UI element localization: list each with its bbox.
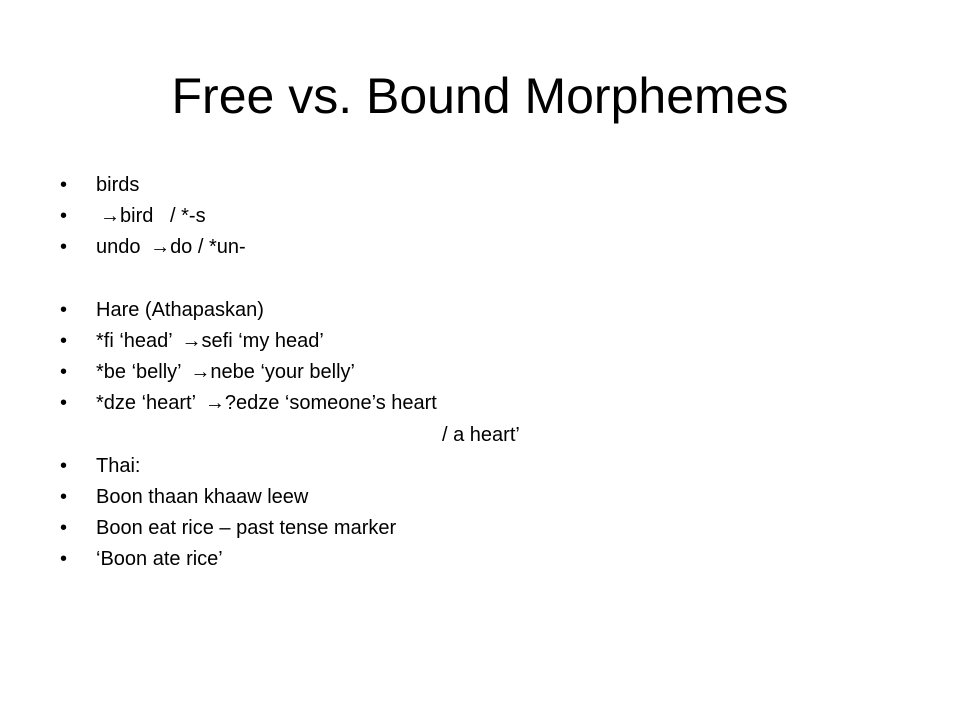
bullet-icon: • (60, 329, 68, 352)
list-item-text (96, 295, 264, 326)
slide-title: Free vs. Bound Morphemes (171, 68, 789, 124)
list-item-continuation (60, 420, 900, 451)
bullet-icon: • (60, 548, 68, 571)
bullet-icon: • (60, 298, 68, 321)
list-item-text (96, 201, 206, 232)
text-before-arrow: ‘Boon ate rice’ (96, 548, 223, 571)
bullet-icon: • (60, 517, 68, 540)
list-item (60, 326, 900, 357)
list-item (60, 232, 900, 263)
list-item (60, 170, 900, 201)
text-before-arrow: birds (96, 174, 140, 196)
text-before-arrow: Hare (Athapaskan) (96, 298, 264, 321)
right-arrow-icon: → (181, 329, 202, 352)
list-item-text (96, 326, 324, 357)
list-item-text (96, 513, 396, 544)
list-item (60, 295, 900, 326)
list-item (60, 388, 900, 419)
bullet-icon: • (60, 392, 68, 415)
list-item-text (96, 451, 140, 482)
bullet-icon: • (60, 205, 68, 228)
text-before-arrow: *be ‘belly’ (96, 361, 187, 384)
bullet-icon: • (60, 236, 68, 259)
text-after-arrow: do / *un- (170, 236, 246, 259)
list-item (60, 544, 900, 575)
right-arrow-icon: → (100, 205, 120, 228)
text-before-arrow: *fi ‘head’ (96, 329, 178, 352)
bullet-icon: • (60, 174, 68, 196)
list-item-text (96, 232, 246, 263)
text-before-arrow: Boon eat rice – past tense marker (96, 517, 397, 540)
list-item-text (96, 170, 139, 201)
right-arrow-icon: → (190, 361, 211, 384)
bullet-icon: • (60, 361, 68, 384)
text-after-arrow: bird / *-s (120, 205, 206, 228)
continuation-text: / a heart’ (442, 423, 520, 446)
text-after-arrow: nebe ‘your belly’ (210, 361, 355, 384)
list-item (60, 513, 900, 544)
text-before-arrow: undo (96, 236, 147, 259)
list-item (60, 357, 900, 388)
bullet-icon: • (60, 485, 68, 508)
text-before-arrow: *dze ‘heart’ (96, 392, 201, 415)
right-arrow-icon: → (204, 392, 225, 415)
list-item (60, 201, 900, 232)
bullet-list (60, 170, 900, 575)
list-item-text (96, 544, 223, 575)
right-arrow-icon: → (150, 236, 171, 259)
list-item-text (96, 357, 355, 388)
text-after-arrow: ?edze ‘someone’s heart (224, 392, 437, 415)
list-item-text (96, 388, 437, 419)
bullet-icon: • (60, 454, 68, 477)
list-spacer (60, 264, 900, 295)
list-item (60, 482, 900, 513)
list-item (60, 451, 900, 482)
text-before-arrow: Thai: (96, 454, 141, 477)
list-item-text (96, 482, 308, 513)
text-before-arrow: Boon thaan khaaw leew (96, 485, 309, 508)
text-after-arrow: sefi ‘my head’ (201, 329, 324, 352)
